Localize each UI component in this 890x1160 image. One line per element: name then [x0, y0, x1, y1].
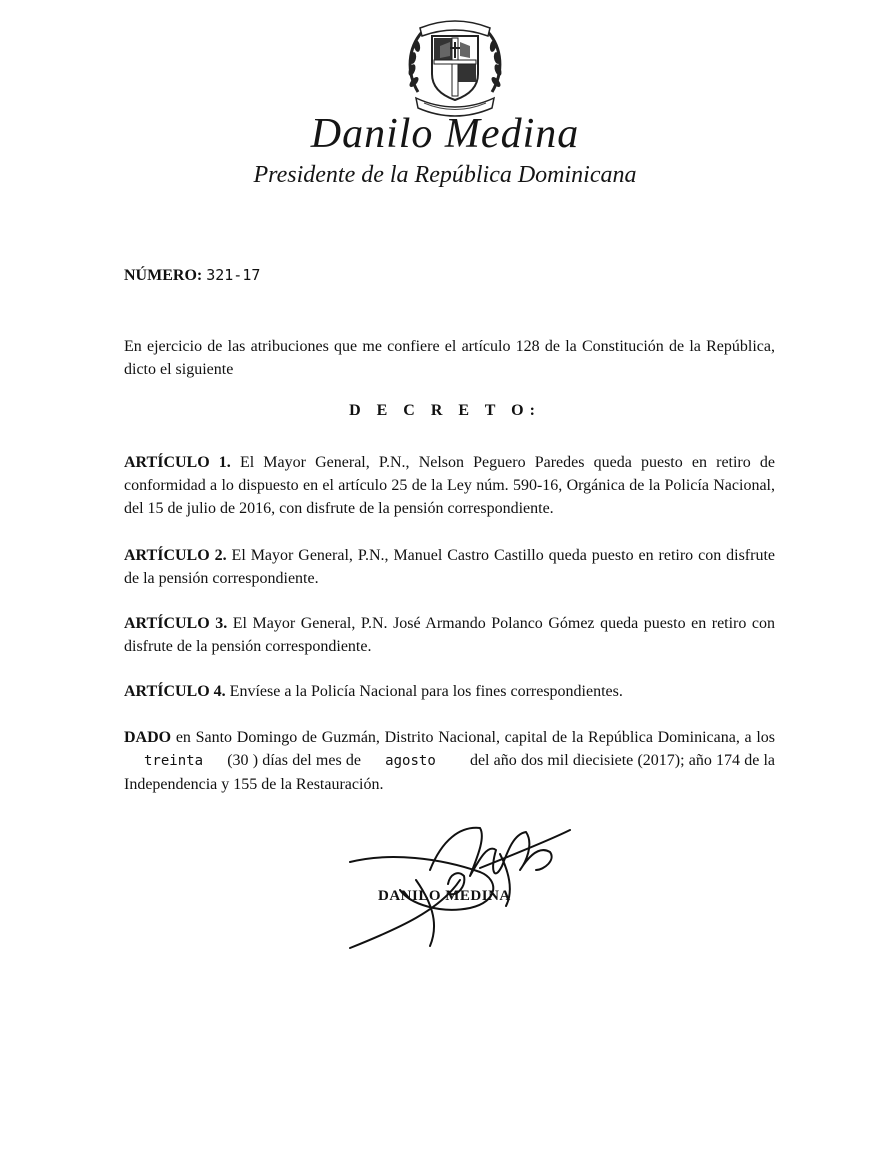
president-name-heading: Danilo Medina — [310, 111, 580, 157]
president-title-heading: Presidente de la República Dominicana — [253, 162, 637, 188]
article-2 — [124, 544, 775, 590]
article-label: ARTÍCULO 1. — [124, 454, 231, 471]
day-words: treinta — [144, 753, 204, 769]
article-text: Envíese a la Policía Nacional para los fines correspondientes. — [229, 683, 623, 700]
decree-title: D E C R E T O: — [349, 402, 541, 419]
article-label: ARTÍCULO 3. — [124, 615, 228, 632]
decree-number — [124, 266, 260, 285]
dado-text-1: en Santo Domingo de Guzmán, Distrito Nacional, capital de la República Dominicana, a los — [175, 729, 776, 746]
article-text: El Mayor General, P.N. José Armando Polanco Gómez queda puesto en retiro con disfrute de la pensión correspondiente. — [124, 615, 776, 655]
dado-paragraph — [124, 726, 775, 796]
article-label: ARTÍCULO 2. — [124, 547, 227, 564]
article-4 — [124, 680, 775, 703]
article-text: El Mayor General, P.N., Manuel Castro Castillo queda puesto en retiro con disfrute de la pensión correspondiente. — [124, 547, 776, 587]
signatory-name: DANILO MEDINA — [378, 888, 511, 904]
article-label: ARTÍCULO 4. — [124, 683, 226, 700]
day-number: (30 ) — [227, 752, 259, 769]
article-1 — [124, 451, 775, 520]
preamble-text: En ejercicio de las atribuciones que me confiere el artículo 128 de la Constitución de la República, dicto el siguiente — [124, 338, 775, 378]
dado-text-3: del año dos mil diecisiete (2017); año 174 de la Independencia y 155 de la Restauración. — [124, 752, 776, 793]
month-value: agosto — [385, 753, 436, 769]
dado-text-2: días del mes de — [262, 752, 361, 769]
article-3 — [124, 612, 775, 658]
article-text: El Mayor General, P.N., Nelson Peguero Paredes queda puesto en retiro de conformidad a lo dispuesto en el artículo 25 de la Ley núm. 590-16, Orgánica de la Policía Nacional, del 15 de julio de 2016, con disfrute de la pensión correspondiente. — [124, 454, 776, 517]
dado-label: DADO — [124, 729, 172, 746]
coat-of-arms-icon — [400, 12, 510, 118]
decree-number-value: 321-17 — [206, 266, 261, 284]
signature-icon — [330, 810, 590, 960]
decree-number-label: NÚMERO: — [124, 267, 203, 284]
